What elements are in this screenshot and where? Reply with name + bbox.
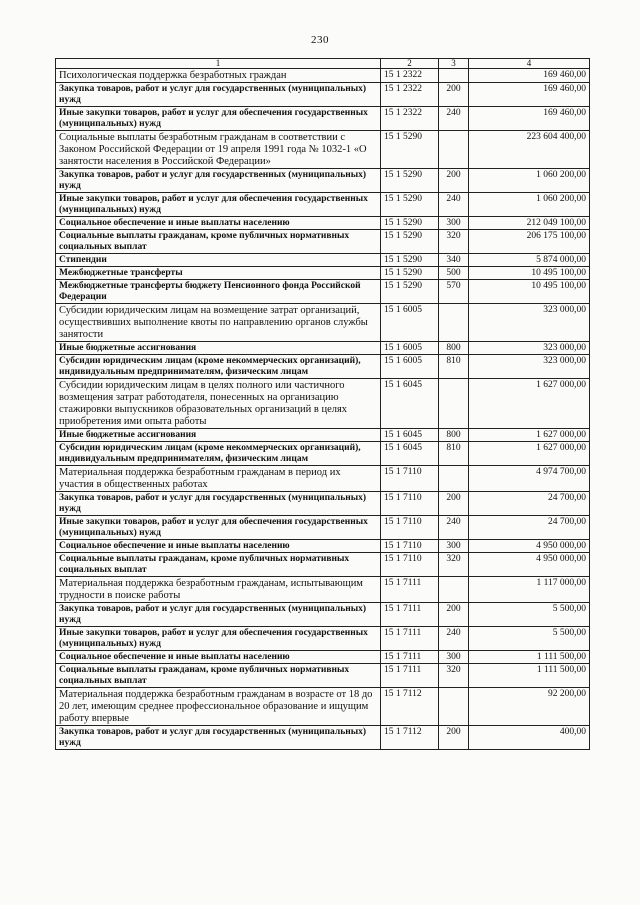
table-row: [56, 442, 590, 466]
row-amount-cell: 4 950 000,00: [469, 540, 590, 553]
column-header-code: 2: [381, 59, 439, 69]
table-row: [56, 492, 590, 516]
row-amount-cell: 206 175 100,00: [469, 230, 590, 254]
table-row: [56, 131, 590, 169]
row-name-cell: Иные закупки товаров, работ и услуг для обеспечения государственных (муниципальных) нужд: [56, 107, 381, 131]
row-code-cell: 15 1 7111: [381, 664, 439, 688]
column-header-name: 1: [56, 59, 381, 69]
row-expense-type-cell: [439, 131, 469, 169]
row-code-cell: 15 1 7111: [381, 577, 439, 603]
row-name-cell: Социальные выплаты гражданам, кроме публичных нормативных социальных выплат: [56, 230, 381, 254]
table-row: [56, 429, 590, 442]
row-name-cell: Закупка товаров, работ и услуг для государственных (муниципальных) нужд: [56, 726, 381, 750]
row-expense-type-cell: 320: [439, 553, 469, 577]
row-expense-type-cell: 200: [439, 83, 469, 107]
table-row: [56, 726, 590, 750]
row-amount-cell: 1 627 000,00: [469, 379, 590, 429]
row-amount-cell: 169 460,00: [469, 107, 590, 131]
row-expense-type-cell: 240: [439, 193, 469, 217]
row-expense-type-cell: [439, 688, 469, 726]
table-row: [56, 169, 590, 193]
table-row: [56, 254, 590, 267]
row-code-cell: 15 1 5290: [381, 230, 439, 254]
row-amount-cell: 169 460,00: [469, 69, 590, 83]
row-amount-cell: 92 200,00: [469, 688, 590, 726]
row-name-cell: Иные закупки товаров, работ и услуг для обеспечения государственных (муниципальных) нужд: [56, 627, 381, 651]
table-row: [56, 516, 590, 540]
row-amount-cell: 1 111 500,00: [469, 664, 590, 688]
row-name-cell: Межбюджетные трансферты бюджету Пенсионного фонда Российской Федерации: [56, 280, 381, 304]
column-header-amount: 4: [469, 59, 590, 69]
row-expense-type-cell: 320: [439, 230, 469, 254]
row-name-cell: Иные бюджетные ассигнования: [56, 429, 381, 442]
row-expense-type-cell: 300: [439, 651, 469, 664]
table-row: [56, 69, 590, 83]
table-row: [56, 193, 590, 217]
row-name-cell: Социальные выплаты безработным гражданам в соответствии с Законом Российской Федерации от 19 апреля 1991 года № 1032-1 «О занятости населения в Российской Федерации»: [56, 131, 381, 169]
row-amount-cell: 4 950 000,00: [469, 553, 590, 577]
row-amount-cell: 323 000,00: [469, 355, 590, 379]
row-expense-type-cell: 320: [439, 664, 469, 688]
row-code-cell: 15 1 2322: [381, 83, 439, 107]
row-amount-cell: 1 111 500,00: [469, 651, 590, 664]
page-number: 230: [311, 34, 329, 46]
row-name-cell: Стипендии: [56, 254, 381, 267]
table-row: [56, 577, 590, 603]
row-code-cell: 15 1 6045: [381, 379, 439, 429]
row-code-cell: 15 1 5290: [381, 254, 439, 267]
header-row: [56, 59, 590, 69]
row-code-cell: 15 1 5290: [381, 217, 439, 230]
column-header-expense-type: 3: [439, 59, 469, 69]
row-amount-cell: 1 060 200,00: [469, 169, 590, 193]
table-row: [56, 540, 590, 553]
row-amount-cell: 5 500,00: [469, 603, 590, 627]
row-code-cell: 15 1 7111: [381, 603, 439, 627]
row-name-cell: Социальные выплаты гражданам, кроме публичных нормативных социальных выплат: [56, 553, 381, 577]
row-amount-cell: 223 604 400,00: [469, 131, 590, 169]
table-header: [56, 59, 590, 69]
row-name-cell: Социальное обеспечение и иные выплаты населению: [56, 540, 381, 553]
table-row: [56, 466, 590, 492]
row-name-cell: Психологическая поддержка безработных граждан: [56, 69, 381, 83]
row-expense-type-cell: 800: [439, 429, 469, 442]
row-name-cell: Субсидии юридическим лицам (кроме некоммерческих организаций), индивидуальным предпринимателям, физическим лицам: [56, 355, 381, 379]
row-code-cell: 15 1 5290: [381, 169, 439, 193]
row-amount-cell: 4 974 700,00: [469, 466, 590, 492]
row-expense-type-cell: 200: [439, 492, 469, 516]
row-expense-type-cell: 240: [439, 107, 469, 131]
row-name-cell: Закупка товаров, работ и услуг для государственных (муниципальных) нужд: [56, 83, 381, 107]
row-expense-type-cell: 200: [439, 603, 469, 627]
table-row: [56, 651, 590, 664]
row-amount-cell: 24 700,00: [469, 492, 590, 516]
row-amount-cell: 323 000,00: [469, 304, 590, 342]
row-expense-type-cell: 570: [439, 280, 469, 304]
row-name-cell: Социальные выплаты гражданам, кроме публичных нормативных социальных выплат: [56, 664, 381, 688]
row-expense-type-cell: [439, 304, 469, 342]
row-expense-type-cell: [439, 466, 469, 492]
row-code-cell: 15 1 7110: [381, 466, 439, 492]
row-name-cell: Социальное обеспечение и иные выплаты населению: [56, 217, 381, 230]
row-code-cell: 15 1 6045: [381, 429, 439, 442]
row-amount-cell: 400,00: [469, 726, 590, 750]
row-name-cell: Иные закупки товаров, работ и услуг для обеспечения государственных (муниципальных) нужд: [56, 193, 381, 217]
row-code-cell: 15 1 6005: [381, 342, 439, 355]
row-amount-cell: 10 495 100,00: [469, 280, 590, 304]
table-row: [56, 627, 590, 651]
table-row: [56, 83, 590, 107]
row-code-cell: 15 1 7110: [381, 516, 439, 540]
table-row: [56, 280, 590, 304]
row-amount-cell: 169 460,00: [469, 83, 590, 107]
table-row: [56, 267, 590, 280]
table-row: [56, 688, 590, 726]
row-name-cell: Социальное обеспечение и иные выплаты населению: [56, 651, 381, 664]
table-row: [56, 230, 590, 254]
table-row: [56, 304, 590, 342]
row-amount-cell: 5 874 000,00: [469, 254, 590, 267]
row-code-cell: 15 1 5290: [381, 267, 439, 280]
row-expense-type-cell: 300: [439, 217, 469, 230]
row-name-cell: Материальная поддержка безработным гражданам в возрасте от 18 до 20 лет, имеющим среднее профессиональное образование и ищущим работу впервые: [56, 688, 381, 726]
row-code-cell: 15 1 5290: [381, 131, 439, 169]
row-expense-type-cell: 500: [439, 267, 469, 280]
row-expense-type-cell: 800: [439, 342, 469, 355]
row-code-cell: 15 1 5290: [381, 280, 439, 304]
row-name-cell: Материальная поддержка безработным гражданам в период их участия в общественных работах: [56, 466, 381, 492]
row-name-cell: Иные бюджетные ассигнования: [56, 342, 381, 355]
row-code-cell: 15 1 6005: [381, 355, 439, 379]
table-row: [56, 603, 590, 627]
table-row: [56, 217, 590, 230]
row-amount-cell: 10 495 100,00: [469, 267, 590, 280]
row-amount-cell: 1 060 200,00: [469, 193, 590, 217]
row-name-cell: Межбюджетные трансферты: [56, 267, 381, 280]
row-expense-type-cell: 200: [439, 726, 469, 750]
row-expense-type-cell: 240: [439, 516, 469, 540]
row-name-cell: Закупка товаров, работ и услуг для государственных (муниципальных) нужд: [56, 603, 381, 627]
row-name-cell: Закупка товаров, работ и услуг для государственных (муниципальных) нужд: [56, 492, 381, 516]
row-expense-type-cell: 810: [439, 355, 469, 379]
row-amount-cell: 323 000,00: [469, 342, 590, 355]
row-code-cell: 15 1 2322: [381, 107, 439, 131]
row-expense-type-cell: [439, 379, 469, 429]
row-name-cell: Субсидии юридическим лицам в целях полного или частичного возмещения затрат работодателя, понесенных на организацию стажировки выпускников образовательных организаций в целях приобретения ими опыта работы: [56, 379, 381, 429]
row-name-cell: Материальная поддержка безработным гражданам, испытывающим трудности в поиске работы: [56, 577, 381, 603]
row-code-cell: 15 1 7110: [381, 553, 439, 577]
row-expense-type-cell: 200: [439, 169, 469, 193]
row-name-cell: Иные закупки товаров, работ и услуг для обеспечения государственных (муниципальных) нужд: [56, 516, 381, 540]
row-amount-cell: 1 117 000,00: [469, 577, 590, 603]
row-amount-cell: 212 049 100,00: [469, 217, 590, 230]
row-code-cell: 15 1 7111: [381, 651, 439, 664]
table-row: [56, 355, 590, 379]
table-row: [56, 664, 590, 688]
row-code-cell: 15 1 7110: [381, 540, 439, 553]
row-amount-cell: 5 500,00: [469, 627, 590, 651]
row-amount-cell: 1 627 000,00: [469, 442, 590, 466]
table-row: [56, 553, 590, 577]
row-amount-cell: 24 700,00: [469, 516, 590, 540]
row-expense-type-cell: [439, 577, 469, 603]
row-expense-type-cell: [439, 69, 469, 83]
table-row: [56, 342, 590, 355]
row-code-cell: 15 1 7112: [381, 726, 439, 750]
row-code-cell: 15 1 7111: [381, 627, 439, 651]
row-code-cell: 15 1 2322: [381, 69, 439, 83]
row-amount-cell: 1 627 000,00: [469, 429, 590, 442]
row-name-cell: Субсидии юридическим лицам (кроме некоммерческих организаций), индивидуальным предпринимателям, физическим лицам: [56, 442, 381, 466]
table-row: [56, 379, 590, 429]
row-expense-type-cell: 300: [439, 540, 469, 553]
row-expense-type-cell: 340: [439, 254, 469, 267]
row-code-cell: 15 1 6045: [381, 442, 439, 466]
row-code-cell: 15 1 7112: [381, 688, 439, 726]
table-row: [56, 107, 590, 131]
row-expense-type-cell: 810: [439, 442, 469, 466]
row-code-cell: 15 1 7110: [381, 492, 439, 516]
row-code-cell: 15 1 5290: [381, 193, 439, 217]
row-expense-type-cell: 240: [439, 627, 469, 651]
row-name-cell: Субсидии юридическим лицам на возмещение затрат организаций, осуществивших выполнение квоты по направлению органов службы занятости: [56, 304, 381, 342]
row-name-cell: Закупка товаров, работ и услуг для государственных (муниципальных) нужд: [56, 169, 381, 193]
row-code-cell: 15 1 6005: [381, 304, 439, 342]
table-body: [56, 69, 590, 750]
budget-table: [55, 58, 590, 750]
